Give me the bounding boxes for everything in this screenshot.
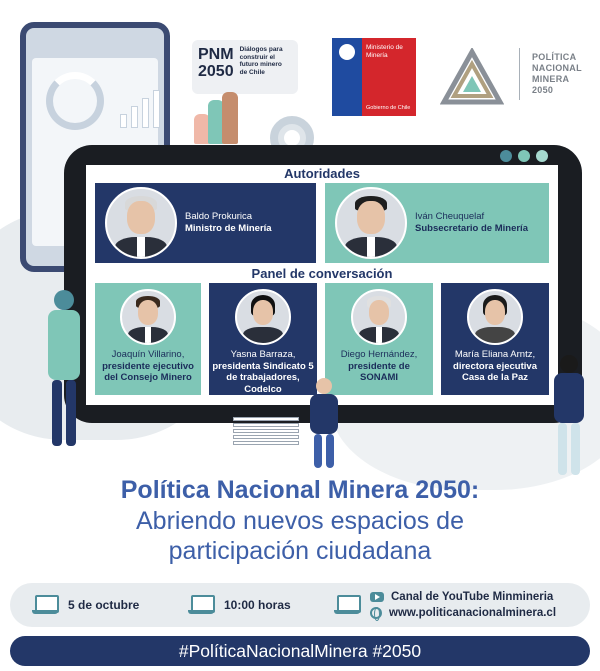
logo-divider — [519, 48, 520, 100]
raised-hands-icon — [192, 84, 252, 144]
panelist-name: Joaquín Villarino, — [111, 349, 185, 360]
avatar — [467, 289, 523, 345]
gobierno-label: Gobierno de Chile — [366, 105, 411, 111]
autoridades-title: Autoridades — [284, 166, 360, 181]
panelist-role: presidente de SONAMI — [348, 360, 410, 383]
hashtag-banner: #PolíticaNacionalMinera #2050 — [10, 636, 590, 666]
politica-logo-line: NACIONAL — [532, 63, 582, 73]
ministerio-line2: Minería — [366, 52, 388, 59]
panelist-name: Yasna Barraza, — [230, 349, 296, 360]
avatar — [235, 289, 291, 345]
panelist-role: presidenta Sindicato 5 de trabajadores, Codelco — [212, 360, 314, 395]
bar-chart-icon — [120, 88, 160, 128]
person-illustration — [540, 355, 590, 480]
panelist-name: Diego Hernández, — [340, 349, 418, 360]
pnm-subtitle: Diálogos para construir el futuro minero de Chile — [239, 46, 283, 76]
main-subtitle — [0, 506, 600, 566]
authority-role: Ministro de Minería — [185, 223, 272, 234]
subtitle-line: participación ciudadana — [168, 537, 432, 565]
youtube-icon — [370, 592, 384, 602]
pnm-year: 2050 — [198, 63, 234, 80]
subtitle-line: Abriendo nuevos espacios de — [135, 507, 464, 535]
avatar — [120, 289, 176, 345]
person-illustration — [304, 378, 344, 468]
authority-name: Iván Cheuquelaf — [415, 211, 485, 222]
authority-role: Subsecretario de Minería — [415, 223, 528, 234]
links-info — [334, 589, 556, 621]
politica-logo-line: MINERA — [532, 74, 570, 84]
event-time: 10:00 horas — [224, 598, 291, 612]
coat-of-arms-icon — [339, 44, 355, 60]
authority-card — [325, 183, 549, 263]
paper-stack-illustration — [233, 413, 303, 449]
avatar — [105, 187, 177, 259]
authority-name: Baldo Prokurica — [185, 211, 253, 222]
ministerio-line1: Ministerio de — [366, 44, 403, 51]
event-info-bar — [10, 583, 590, 627]
person-illustration — [40, 290, 90, 460]
main-title: Política Nacional Minera 2050: — [120, 476, 480, 504]
date-info — [32, 595, 139, 615]
tablet-dots — [500, 150, 548, 162]
triangle-logo-icon — [440, 48, 504, 106]
youtube-channel-link[interactable]: Canal de YouTube Minmineria — [391, 591, 554, 603]
panelist-name: María Eliana Arntz, — [454, 349, 536, 360]
politica-logo-text — [532, 52, 582, 96]
event-date: 5 de octubre — [68, 598, 140, 612]
avatar — [335, 187, 407, 259]
pnm-title: PNM — [198, 46, 234, 63]
panelist-card — [95, 283, 201, 395]
panel-title: Panel de conversación — [251, 266, 393, 281]
panelist-card — [441, 283, 549, 395]
panelist-role: presidente ejecutivo del Consejo Minero — [102, 360, 194, 383]
laptop-icon — [32, 595, 58, 615]
authority-card — [95, 183, 316, 263]
laptop-icon — [188, 595, 214, 615]
globe-icon — [370, 607, 382, 619]
laptop-icon — [334, 595, 360, 615]
politica-logo-line: 2050 — [532, 85, 554, 95]
politica-logo-line: POLÍTICA — [532, 52, 577, 62]
website-link[interactable]: www.politicanacionalminera.cl — [389, 607, 557, 619]
donut-chart-icon — [46, 72, 104, 130]
avatar — [351, 289, 407, 345]
panelist-card — [209, 283, 317, 395]
ministerio-mineria-logo — [332, 38, 416, 116]
panelist-role: directora ejecutiva Casa de la Paz — [453, 360, 537, 383]
time-info — [188, 595, 291, 615]
